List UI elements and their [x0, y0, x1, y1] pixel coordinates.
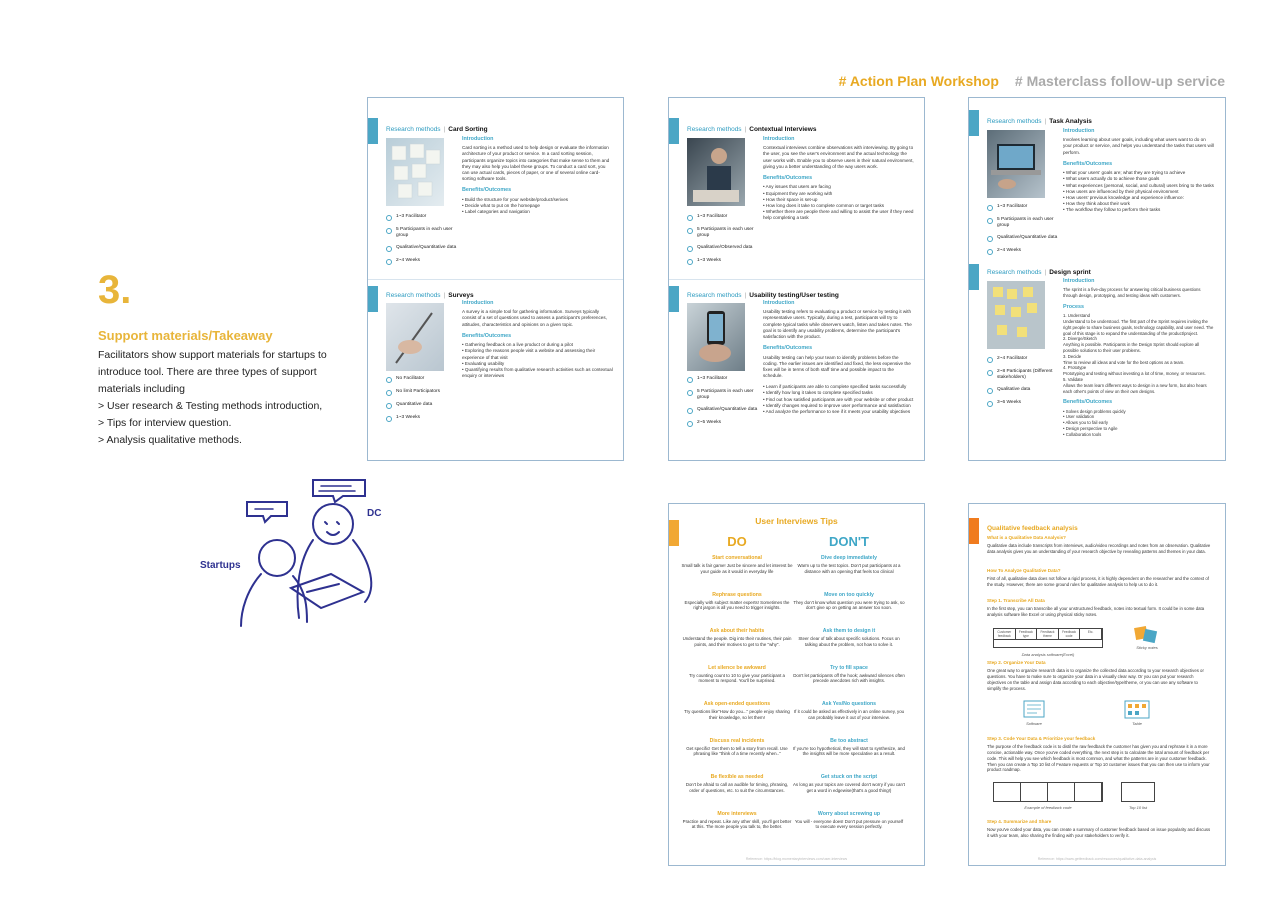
- accent-bar: [969, 518, 979, 544]
- excel-figure: Customer feedback Feedback type Feedback theme Feedback code Etc. Data analysis software(Excel): [993, 628, 1103, 657]
- header-tags: [839, 73, 1225, 89]
- sprint-board-photo: [987, 281, 1045, 349]
- desc-line: > User research & Testing methods introduction,: [98, 400, 323, 412]
- desc-line: > Analysis qualitative methods.: [98, 434, 242, 446]
- accent-bar: [368, 286, 378, 312]
- method-meta: No Facilitator No limit Participators Quantitative data 1~3 Weeks: [386, 376, 462, 428]
- tip-item: Be flexible as needed Don't be afraid to call an audible for timing, phrasing, order of questions, etc. to suit the circumstances.: [685, 774, 789, 793]
- qualitative-analysis-card: [968, 503, 1226, 866]
- method-meta: 1~3 Facilitator 5 Participants in each user group Qualitative/Quantitative data 2~4 Weeks: [386, 214, 462, 271]
- clock-icon: [987, 401, 993, 407]
- section-title: Support materials/Takeaway: [98, 328, 273, 343]
- accent-bar: [669, 118, 679, 144]
- participants-icon: [687, 228, 693, 234]
- data-type-icon: [386, 403, 392, 409]
- method-text: Introduction A survey is a simple tool for gathering information. Surveys typically consist of a set of questions used to assess a participant's preferences, attitudes, characteristics and opinions on a given topic. Benefits/Outcomes • Gathering feedback on a live product or during a pilot • Exploring the reasons people visit a website and assessing their experience of that visit • Evaluating usability • Quantifying results from qualitative research activities such as contextual enquiry or interviews: [462, 300, 613, 383]
- do-heading: DO: [727, 534, 747, 549]
- method-heading: Research methods | Task Analysis: [987, 118, 1092, 125]
- qf-section: Step 4. Summarize and Share Now you've coded your data, you can create a summary of customer feedback based on issue popularity and discuss it with your team, also sharing the finding with your stakeholders to verify it.: [987, 819, 1211, 838]
- participants-icon: [687, 390, 693, 396]
- divider: [368, 279, 623, 280]
- accent-bar: [969, 110, 979, 136]
- facilitator-icon: [987, 205, 993, 211]
- tip-item: Start conversational Small talk is fair game! Just be sincere and let interest be your guide as it would in everyday life: [681, 555, 793, 574]
- desc-line: Facilitators show support materials for startups to: [98, 349, 327, 361]
- sticky-notes-photo: [386, 138, 444, 206]
- method-meta: 1~3 Facilitator 5 Participants in each user group Qualitative/Quantitative data 2~4 Weeks: [987, 204, 1063, 261]
- method-meta: 1~3 Facilitator 5 Participants in each user group Qualitative/Quantitative data 2~5 Weeks: [687, 376, 763, 433]
- tip-item: Ask Yes/No questions If it could be asked as effectively in an online survey, you can probably leave it out of your interview.: [793, 701, 905, 720]
- tag-action-plan: # Action Plan Workshop: [838, 73, 999, 89]
- participants-icon: [386, 228, 392, 234]
- writing-hand-photo: [386, 303, 444, 371]
- tip-item: Get stuck on the script As long as your topics are covered don't worry if you can't get a word in edgewise(that's a good thing!): [793, 774, 905, 793]
- phone-in-hand-photo: [687, 303, 745, 371]
- tip-item: Dive deep immediately Warm up to the test topics. Don't put participants at a distance with an opening that feels too clinical: [797, 555, 901, 574]
- section-number: 3.: [98, 268, 132, 312]
- qf-section: Step 3. Code Your Data & Prioritize your feedback The purpose of the feedback code is to distil the raw feedback the customer has given you and rephrase it in a more concise, actionable way. Once you've coded everything, the next step is to calculate the total amount of feedback per code. This will help you see which feedback is most common, and what the patterns are in your customer feedback. Then you can create a Top 10 list of Feature requests or Top 10 customer issues that you can then use to inform your product roadmap.: [987, 736, 1210, 773]
- dont-heading: DON'T: [829, 534, 869, 549]
- clock-icon: [987, 249, 993, 255]
- method-text: Introduction Usability testing refers to evaluating a product or service by testing it with representative users. Typically, during a test, participants will try to complete typical tasks while observers watch, listen and takes notes. The goal is to identify any usability problems, determine the participant's satisfaction with the product. Benefits/Outcomes Usability testing can help your team to identify problems before the coding. The earlier issues are identified and fixed, the less expensive the fixes will be in terms of both staff time and possible impact to the schedule. • Learn if participants are able to complete specified tasks successfully • Identify how long it takes to complete specified tasks • Find out how satisfied participants are with your website or other product • Identify changes required to improve user performance and satisfaction • And analyze the performance to see if it meets your usability objectives: [763, 300, 914, 419]
- facilitator-icon: [687, 377, 693, 383]
- method-meta: 2~4 Facilitator 2~8 Participants (Different stakeholders) Qualitative data 3~6 Weeks: [987, 356, 1063, 413]
- method-heading: Research methods | Card Sorting: [386, 126, 488, 133]
- feedback-code-figure: Example of feedback code: [993, 782, 1103, 810]
- accent-bar: [368, 118, 378, 144]
- tip-item: More interviews Practice and repeat. Like any other skill, you'll get better at this. The more people you talk to, the better.: [682, 810, 792, 830]
- method-heading: Research methods | Contextual Interviews: [687, 126, 817, 133]
- clock-icon: [386, 416, 392, 422]
- data-type-icon: [386, 246, 392, 252]
- tip-item: Try to fill space Don't let participants off the hook; awkward silences often precede anecdotes rich with insights.: [793, 664, 905, 684]
- tip-item: Be too abstract If you're too hypothetical, they will start to synthesize, and the insights will be more speculative as a result.: [793, 737, 905, 757]
- desc-line: introduce tool. There are three types of support: [98, 366, 317, 378]
- startup-dc-illustration: [195, 470, 395, 640]
- data-type-icon: [687, 408, 693, 414]
- tips-title: User Interviews Tips: [755, 516, 838, 526]
- method-text: Introduction The sprint is a five-day process for answering critical business questions through design, prototyping, and testing ideas with customers. Process 1. Understand Understand to be understood. The first part of the Sprint requires inviting the right people to share business goals, technology capability, and user need. The goal of this stage is to expand the understanding of the product/project. 2. Diverge/Sketch Anything is possible. Participants in the Design Sprint should explore all possible solutions to their user problems. 3. Decide Time to review all ideas and vote for the best options as a team. 4. Prototype Prototyping and testing without investing a lot of time, money, or resources. 5. Validate Allows the team learn different ways to design in a new form, but also hears each other's points of view on their own designs. Benefits/Outcomes • Solves design problems quickly • User validation • Allows you to fail early • Design perspective to Agile • Collaboration tools: [1063, 278, 1215, 442]
- tips-footer: Reference: https://blog.momentaryinterviews.com/user-interviews: [745, 857, 848, 861]
- data-type-icon: [687, 246, 693, 252]
- data-type-icon: [987, 388, 993, 394]
- qf-section: Step 1. Transcribe All Data In the first step, you can transcribe all your unstructured feedback, notes into textual form. It could be in some data analysis software like Excel or using physical sticky notes.: [987, 598, 1205, 617]
- tag-masterclass: # Masterclass follow-up service: [1014, 73, 1225, 89]
- tip-item: Let silence be awkward Try counting count to 10 to give your participant a moment to respond. You'll be surprised.: [689, 664, 785, 684]
- participants-icon: [386, 390, 392, 396]
- user-interview-tips-card: [668, 503, 925, 866]
- dont-column: [793, 534, 905, 847]
- do-column: [681, 534, 793, 847]
- method-heading: Research methods | Design sprint: [987, 269, 1091, 276]
- tip-item: Move on too quickly They don't know what question you were trying to ask, so don't give up on getting an answer too soon.: [793, 591, 905, 611]
- laptop-photo: [987, 130, 1045, 198]
- method-heading: Research methods | Surveys: [386, 292, 474, 299]
- clock-icon: [386, 259, 392, 265]
- method-text: Introduction Card sorting is a method used to help design or evaluate the information architecture of your product or service. In a card sorting session, participants organize topics into categories that make sense to them and they may also help you label these groups. To conduct a card sort, you can use actual cards, pieces of paper, or one of several online card-sorting software tools. Benefits/Outcomes • Build the structure for your website/product/serives • Decide what to put on the homepage • Label categories and navigation: [462, 136, 613, 219]
- clock-icon: [687, 259, 693, 265]
- startups-label: Startups: [200, 560, 241, 571]
- tip-item: Worry about screwing up You will - everyone does! Don't put pressure on yourself to execute every session perfectly.: [794, 810, 904, 830]
- tip-item: Ask them to design it Steer clear of talk about specific solutions. Focus on talking about the problem, not how to solve it.: [798, 628, 900, 647]
- accent-bar: [969, 264, 979, 290]
- qf-section: How To Analyze Qualitative Data? First of all, qualitative data does not follow a rigid process, it is highly dependent on the researcher and the context of the study. However, there are some ground rules for qualitative analysis to help us to do it.: [987, 568, 1209, 587]
- tip-item: Ask about their habits Understand the people. Dig into their routines, their pain points, and their motives to get to the "why".: [682, 628, 792, 647]
- research-card-card-sorting-surveys: [367, 97, 624, 461]
- accent-bar: [669, 286, 679, 312]
- side-panel: [98, 270, 348, 449]
- tip-item: Discuss real incidents Get specific! Get them to tell a story from recall. Use phrasing like "think of a time recently when..": [686, 737, 788, 757]
- desc-line: materials including: [98, 383, 185, 395]
- software-figure: Software: [1019, 700, 1049, 726]
- method-text: Introduction Contextual interviews combine observations with interviewing. By going to the user, you see the user's environment and the actual technology the user works with. Enable you to observe users in their natural environment, giving you a better understanding of the way users work. Benefits/Outcomes • Any issues that users are facing • Equipment they are working with • How their space is set-up • How long does it take to complete common or target tasks • Whether there are people there and willing to assist the user if they need help completing a task: [763, 136, 914, 225]
- qf-title: Qualitative feedback analysis: [987, 525, 1078, 532]
- dc-label: DC: [367, 508, 382, 519]
- tip-item: Ask open-ended questions Try questions like"How do you..." people enjoy sharing their knowledge, so let them!: [684, 701, 790, 720]
- interview-photo: [687, 138, 745, 206]
- participants-icon: [987, 218, 993, 224]
- table-figure: Table: [1117, 700, 1157, 726]
- qf-footer: Reference: https://www.getfeedback.com/resources/qualitative-data-analysis: [1037, 857, 1157, 861]
- tip-item: Rephrase questions Especially with subject matter experts! Sometimes the right jargon is all you need to trigger insights.: [684, 591, 790, 611]
- data-type-icon: [987, 236, 993, 242]
- participants-icon: [987, 370, 993, 376]
- clock-icon: [687, 421, 693, 427]
- facilitator-icon: [987, 357, 993, 363]
- research-card-task-sprint: [968, 97, 1226, 461]
- facilitator-icon: [386, 377, 392, 383]
- method-text: Introduction Involves learning about user goals, including what users want to do on your product or service, and helps you understand the tasks that users will perform. Benefits/Outcomes • What your users' goals are; what they are trying to achieve • What users actually do to achieve those goals • What experiences (personal, social, and cultural) users bring to the tasks • How users are influenced by their physical environment • How users' previous knowledge and experience influence: • How they think about their work • The workflow they follow to perform their tasks: [1063, 128, 1215, 217]
- facilitator-icon: [386, 215, 392, 221]
- section-description: [98, 347, 348, 449]
- top10-figure: Top 10 list: [1121, 782, 1155, 810]
- facilitator-icon: [687, 215, 693, 221]
- method-heading: Research methods | Usability testing/User testing: [687, 292, 839, 299]
- research-card-contextual-usability: [668, 97, 925, 461]
- method-meta: 1~3 Facilitator 5 Participants in each user group Qualitative/Observed data 1~3 Weeks: [687, 214, 763, 271]
- sticky-notes-figure: Sticky notes: [1127, 624, 1167, 650]
- desc-line: > Tips for interview question.: [98, 417, 232, 429]
- qf-section: What is a Qualitative Data Analysis? Qualitative data include transcripts from interviews, audio/video recordings and notes from an observation. Qualitative data analysis gives you an understanding of your research objective by revealing patterns and themes in your data.: [987, 535, 1211, 554]
- divider: [669, 279, 924, 280]
- qf-section: Step 2. Organize Your Data One great way to organize research data is to organize the collected data according to your research objectives or questions. You have to make sure to organize your data in a visually clear way. Or you can put your research objectives on the table and assign data according to each objective/type/theme, or you can use any software to simplify the process.: [987, 660, 1204, 691]
